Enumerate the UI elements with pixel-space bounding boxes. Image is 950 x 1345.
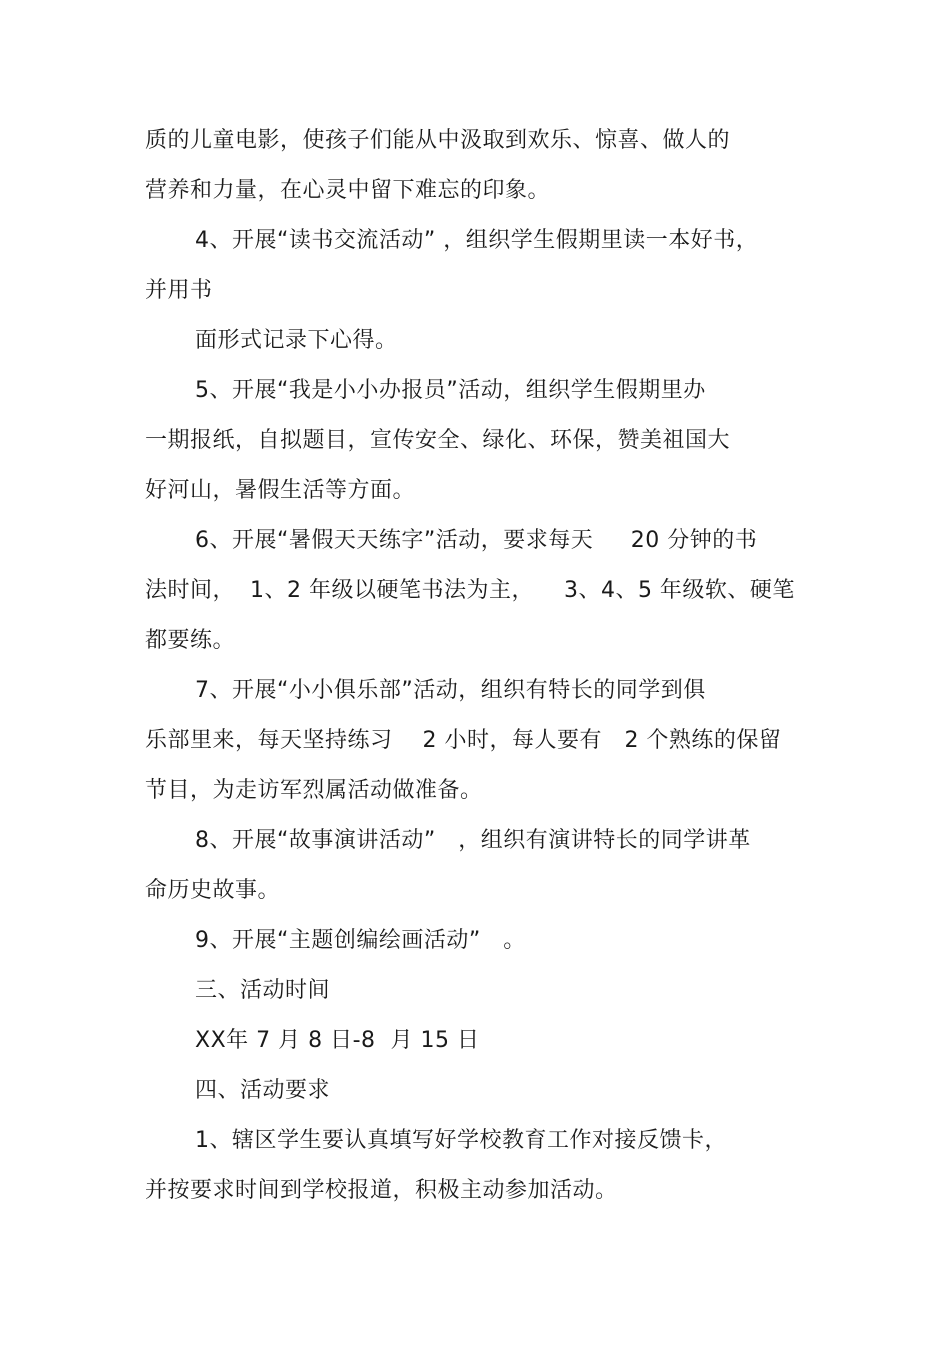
section-heading: 三、活动时间 [195,978,331,1003]
text-line: 并按要求时间到学校报道，积极主动参加活动。 [145,1178,618,1203]
text-line: 1、辖区学生要认真填写好学校教育工作对接反馈卡， [195,1128,727,1153]
text-line: 命历史故事。 [145,878,281,903]
text-line: 7、开展“小小俱乐部”活动，组织有特长的同学到俱 [195,678,706,703]
text-line: 一期报纸，自拟题目，宣传安全、绿化、环保，赞美祖国大 [145,428,731,453]
text-line: 乐部里来，每天坚持练习 2 小时，每人要有 2 个熟练的保留 [145,728,782,753]
text-line: 并用书 [145,278,213,303]
text-line: 好河山，暑假生活等方面。 [145,478,416,503]
text-line: 8、开展“故事演讲活动” ，组织有演讲特长的同学讲革 [195,828,751,853]
text-line: 6、开展“暑假天天练字”活动，要求每天 20 分钟的书 [195,528,758,553]
text-line: 法时间， 1、2 年级以硬笔书法为主， 3、4、5 年级软、硬笔 [145,578,795,603]
text-line: 4、开展“读书交流活动” ，组织学生假期里读一本好书， [195,228,759,253]
text-line: 面形式记录下心得。 [195,328,398,353]
text-line: XX年 7 月 8 日-8 月 15 日 [195,1028,480,1053]
section-heading: 四、活动要求 [195,1078,331,1103]
text-line: 节目，为走访军烈属活动做准备。 [145,778,483,803]
text-line: 营养和力量，在心灵中留下难忘的印象。 [145,178,551,203]
text-line: 9、开展“主题创编绘画活动” 。 [195,928,526,953]
text-line: 质的儿童电影，使孩子们能从中汲取到欢乐、惊喜、做人的 [145,128,731,153]
text-line: 都要练。 [145,628,236,653]
text-line: 5、开展“我是小小办报员”活动，组织学生假期里办 [195,378,706,403]
